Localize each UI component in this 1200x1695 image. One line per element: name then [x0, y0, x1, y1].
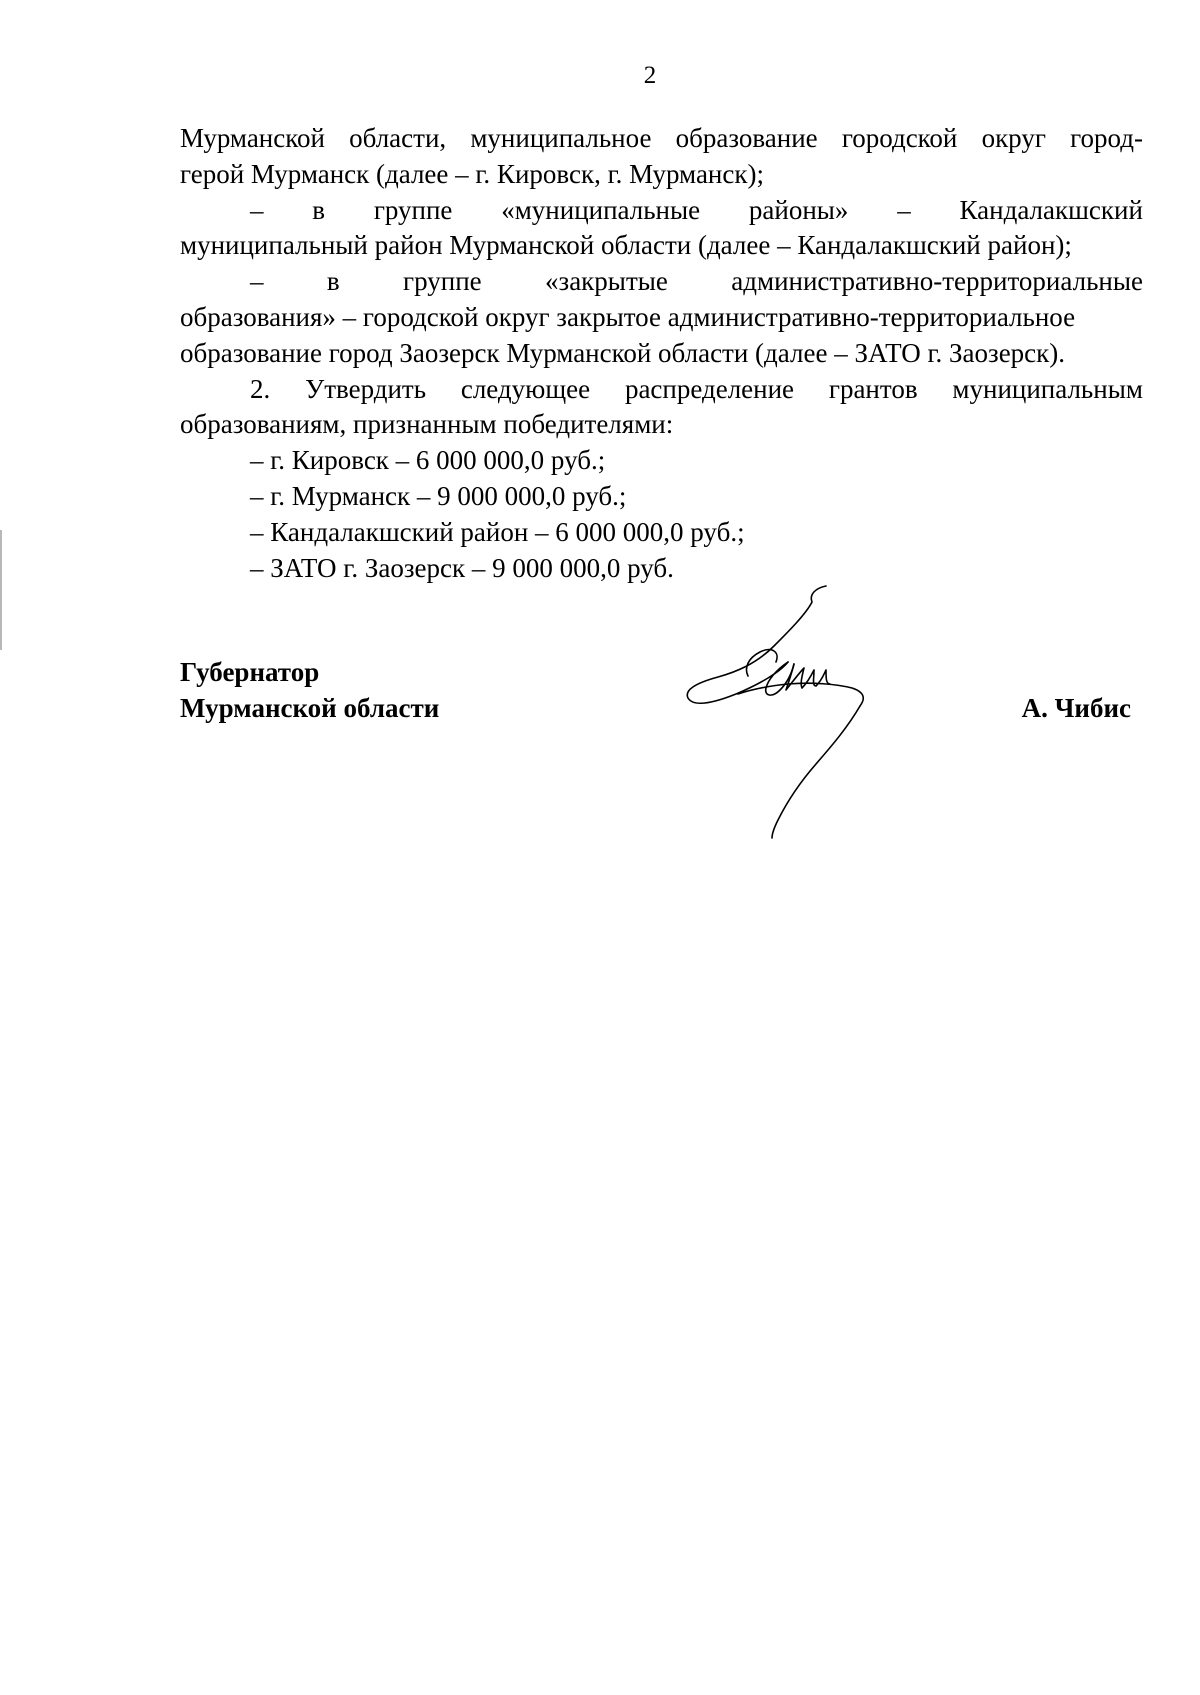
signatory-title-line-2: Мурманской области [180, 693, 440, 723]
word: районы» [748, 194, 849, 225]
paragraph-line-4: муниципальный район Мурманской области (далее – Кандалакшский район); [180, 230, 1072, 261]
word: распределение [624, 373, 795, 404]
word: округ [981, 123, 1046, 153]
word: – [250, 266, 264, 297]
document-body [180, 121, 1143, 586]
word: город- [1070, 123, 1143, 153]
paragraph-line-6: образования» – городской округ закрытое административно-территориальное [180, 301, 1076, 332]
paragraph-line-5 [180, 264, 1143, 300]
paragraph-line-9: образованиям, признанным победителями: [180, 409, 674, 440]
word: 2. [250, 373, 271, 404]
word: образование [675, 123, 818, 153]
word: группе [403, 266, 482, 297]
paragraph-line-1 [180, 121, 1143, 157]
word: в [326, 266, 340, 297]
word: грантов [828, 373, 918, 404]
word: следующее [460, 373, 591, 404]
word: в [312, 194, 326, 225]
word: «муниципальные [501, 194, 701, 225]
word: области, [349, 123, 447, 153]
word: муниципальное [470, 123, 652, 153]
signatory-title [180, 654, 439, 726]
grant-item: – г. Кировск – 6 000 000,0 руб.; [250, 445, 606, 476]
word: муниципальным [952, 373, 1143, 404]
grant-item: – г. Мурманск – 9 000 000,0 руб.; [250, 480, 627, 511]
word: Мурманской [180, 123, 325, 153]
word: группе [373, 194, 453, 225]
word: – [250, 194, 264, 225]
paragraph-line-8 [180, 372, 1143, 408]
grant-item: – ЗАТО г. Заозерск – 9 000 000,0 руб. [250, 552, 674, 583]
paragraph-line-3 [180, 193, 1143, 229]
scan-edge-mark [0, 530, 2, 650]
word: Утвердить [305, 373, 427, 404]
word: – [897, 194, 911, 225]
word: городской [841, 123, 958, 153]
word: административно-территориальные [731, 266, 1143, 297]
grant-item: – Кандалакшский район – 6 000 000,0 руб.; [250, 516, 745, 547]
word: «закрытые [545, 266, 668, 297]
signatory-title-line-1: Губернатор [180, 657, 320, 687]
signatory-name: А. Чибис [1021, 693, 1131, 723]
page-number: 2 [643, 62, 657, 89]
word: Кандалакшский [959, 194, 1143, 225]
paragraph-line-7: образование город Заозерск Мурманской области (далее – ЗАТО г. Заозерск). [180, 337, 1066, 368]
handwritten-signature-icon [676, 580, 906, 840]
paragraph-line-2: герой Мурманск (далее – г. Кировск, г. Мурманск); [180, 158, 764, 189]
